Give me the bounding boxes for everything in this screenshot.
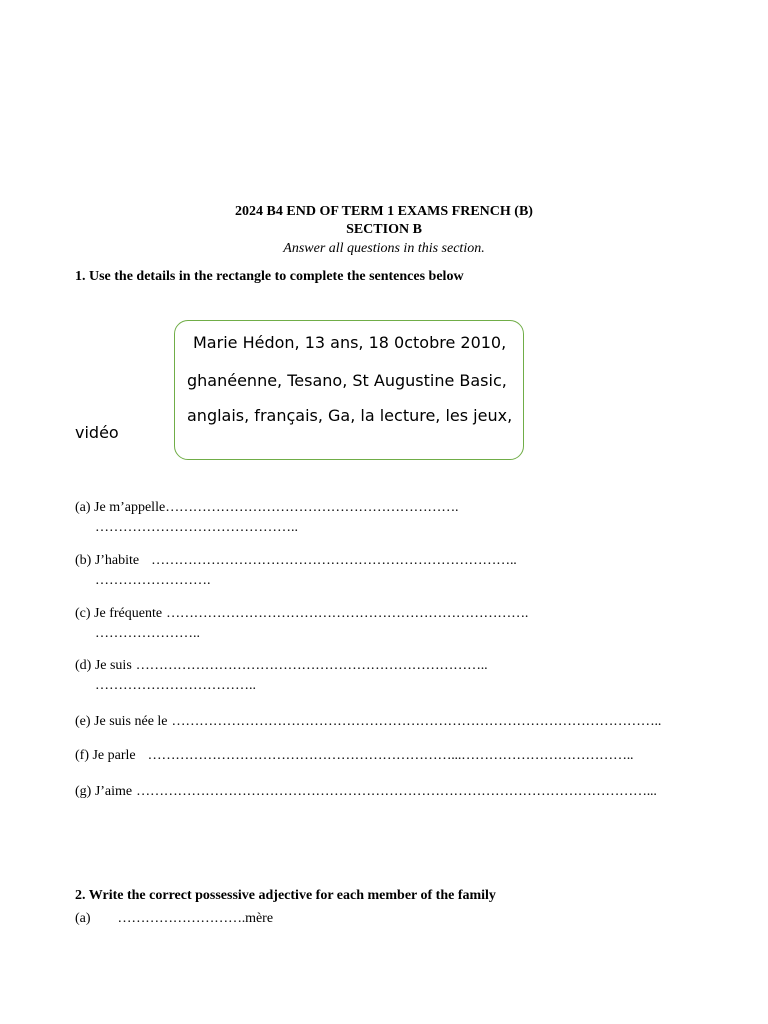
sentence-b-blank-continued[interactable]: ……………………. (95, 573, 211, 588)
instruction-text: Answer all questions in this section. (283, 241, 485, 256)
sentence-b (75, 553, 517, 569)
sentence-b-label: (b) J’habite (75, 553, 140, 568)
sentence-c-blank-continued[interactable]: ………………….. (95, 626, 200, 641)
details-rectangle (174, 320, 524, 460)
sentence-d (75, 658, 487, 674)
sentence-d-blank[interactable]: ………………………………………………………………….. (135, 658, 488, 673)
family-item-a-label: (a) (75, 911, 91, 926)
exam-title: 2024 B4 END OF TERM 1 EXAMS FRENCH (B) (235, 204, 533, 219)
sentence-c-blank[interactable]: ……………………………………………………………………. (166, 606, 529, 621)
sentence-f-blank[interactable]: …………………………………………………………...……………………………….. (147, 748, 634, 763)
sentence-f (75, 748, 633, 764)
sentence-f-label: (f) Je parle (75, 748, 136, 763)
sentence-a (75, 500, 458, 516)
sentence-g (75, 784, 657, 800)
sentence-c (75, 606, 528, 622)
sentence-a-blank[interactable]: ………………………………………………………. (165, 500, 459, 515)
family-item-a (75, 911, 273, 927)
sentence-b-blank[interactable]: …………………………………………………………………….. (151, 553, 517, 568)
details-overflow-word: vidéo (75, 423, 119, 442)
sentence-c-label: (c) Je fréquente (75, 606, 163, 621)
family-item-a-word: mère (245, 911, 274, 926)
sentence-d-blank-continued[interactable]: …………………………….. (95, 678, 256, 693)
sentence-e (75, 714, 661, 730)
question-2-heading: 2. Write the correct possessive adjective for each member of the family (75, 888, 496, 903)
sentence-e-blank[interactable]: …………………………………………………………………………………………….. (171, 714, 662, 729)
sentence-g-label: (g) J’aime (75, 784, 133, 799)
sentence-g-blank[interactable]: …………………………………………………………………………………………………... (136, 784, 657, 799)
section-heading: SECTION B (346, 222, 422, 237)
details-line-1: Marie Hédon, 13 ans, 18 0ctobre 2010, (193, 333, 507, 352)
sentence-d-label: (d) Je suis (75, 658, 132, 673)
sentence-e-label: (e) Je suis née le (75, 714, 168, 729)
details-line-3: anglais, français, Ga, la lecture, les jeux, (187, 406, 513, 425)
question-1-heading: 1. Use the details in the rectangle to complete the sentences below (75, 269, 464, 284)
sentence-a-blank-continued[interactable]: …………………………………….. (95, 520, 298, 535)
sentence-a-label: (a) Je m’appelle (75, 500, 166, 515)
details-line-2: ghanéenne, Tesano, St Augustine Basic, (187, 371, 507, 390)
family-item-a-blank[interactable]: ………………………. (117, 911, 246, 926)
